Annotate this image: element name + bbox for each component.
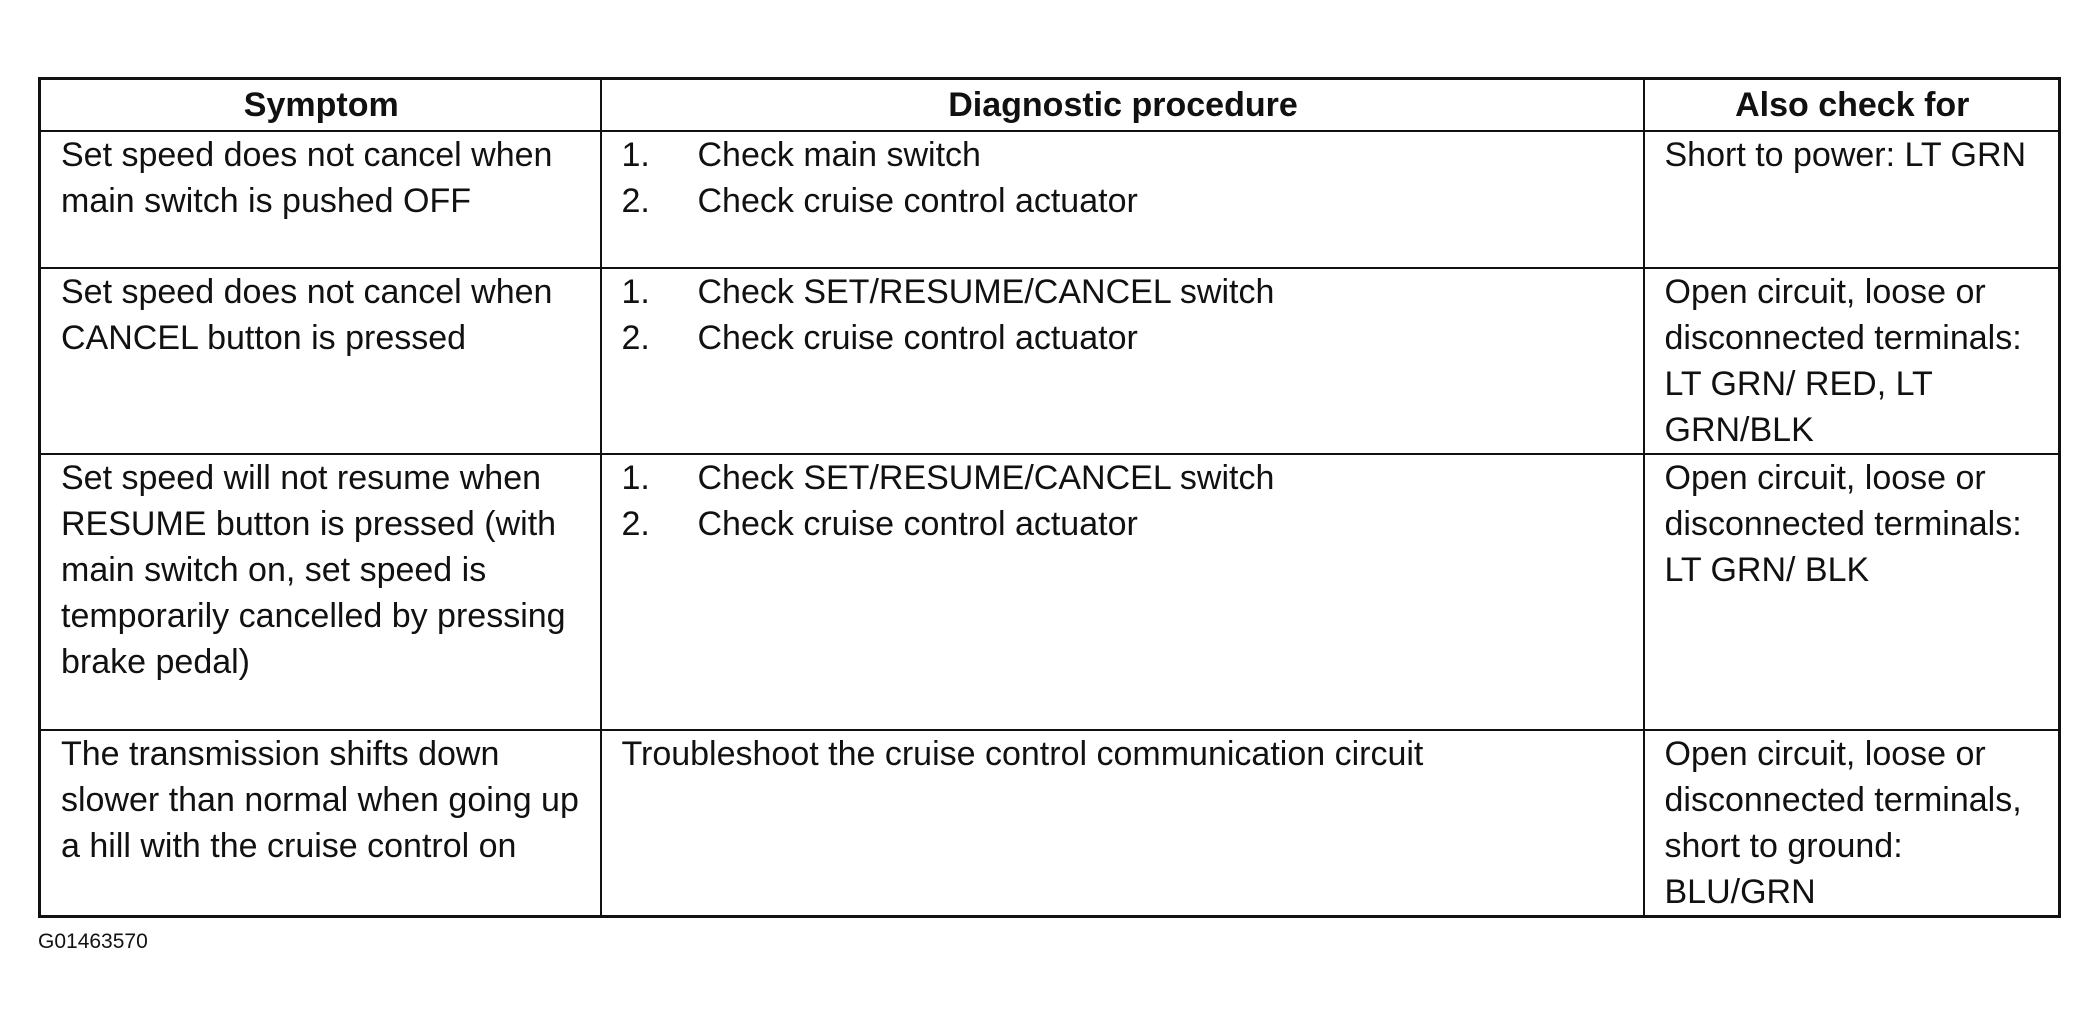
procedure-step: [622, 501, 1625, 547]
step-text: Check SET/RESUME/CANCEL switch: [697, 273, 1275, 311]
also-check-cell: Short to power: LT GRN: [1644, 131, 2060, 268]
procedure-steps: [622, 269, 1625, 361]
also-check-cell: Open circuit, loose or disconnected terminals: LT GRN/ RED, LT GRN/BLK: [1644, 268, 2060, 454]
procedure-step: [622, 455, 1625, 501]
diagnostic-table: [38, 77, 2061, 918]
table-row: [40, 730, 2060, 917]
procedure-cell: [601, 131, 1644, 268]
step-text: Check main switch: [697, 136, 981, 174]
symptom-cell: Set speed does not cancel when CANCEL button is pressed: [40, 268, 601, 454]
also-check-cell: Open circuit, loose or disconnected terminals: LT GRN/ BLK: [1644, 454, 2060, 730]
table-row: [40, 131, 2060, 268]
procedure-steps: [622, 132, 1625, 224]
step-text: Check cruise control actuator: [697, 182, 1138, 220]
procedure-cell: [601, 268, 1644, 454]
symptom-cell: Set speed does not cancel when main switch is pushed OFF: [40, 131, 601, 268]
symptom-cell: The transmission shifts down slower than normal when going up a hill with the cruise control on: [40, 730, 601, 917]
procedure-step: [622, 132, 1625, 178]
procedure-step: [622, 178, 1625, 224]
step-number: 1.: [621, 136, 650, 174]
procedure-steps: [622, 455, 1625, 547]
figure-id: G01463570: [38, 930, 148, 953]
step-text: Check SET/RESUME/CANCEL switch: [697, 459, 1275, 497]
table-header-row: [40, 79, 2060, 132]
step-number: 2.: [621, 505, 650, 543]
header-diagnostic-procedure: Diagnostic procedure: [601, 79, 1644, 132]
procedure-cell: [601, 454, 1644, 730]
step-text: Check cruise control actuator: [697, 319, 1138, 357]
header-symptom: Symptom: [40, 79, 601, 132]
procedure-step: [622, 269, 1625, 315]
step-text: Check cruise control actuator: [697, 505, 1138, 543]
step-number: 1.: [621, 459, 650, 497]
step-number: 2.: [621, 182, 650, 220]
step-number: 1.: [621, 273, 650, 311]
symptom-cell: Set speed will not resume when RESUME button is pressed (with main switch on, set speed is temporarily cancelled by pressing brake pedal): [40, 454, 601, 730]
procedure-cell: Troubleshoot the cruise control communication circuit: [601, 730, 1644, 917]
procedure-step: [622, 315, 1625, 361]
table-row: [40, 454, 2060, 730]
step-number: 2.: [621, 319, 650, 357]
table-row: [40, 268, 2060, 454]
header-also-check-for: Also check for: [1644, 79, 2060, 132]
also-check-cell: Open circuit, loose or disconnected terminals, short to ground: BLU/GRN: [1644, 730, 2060, 917]
